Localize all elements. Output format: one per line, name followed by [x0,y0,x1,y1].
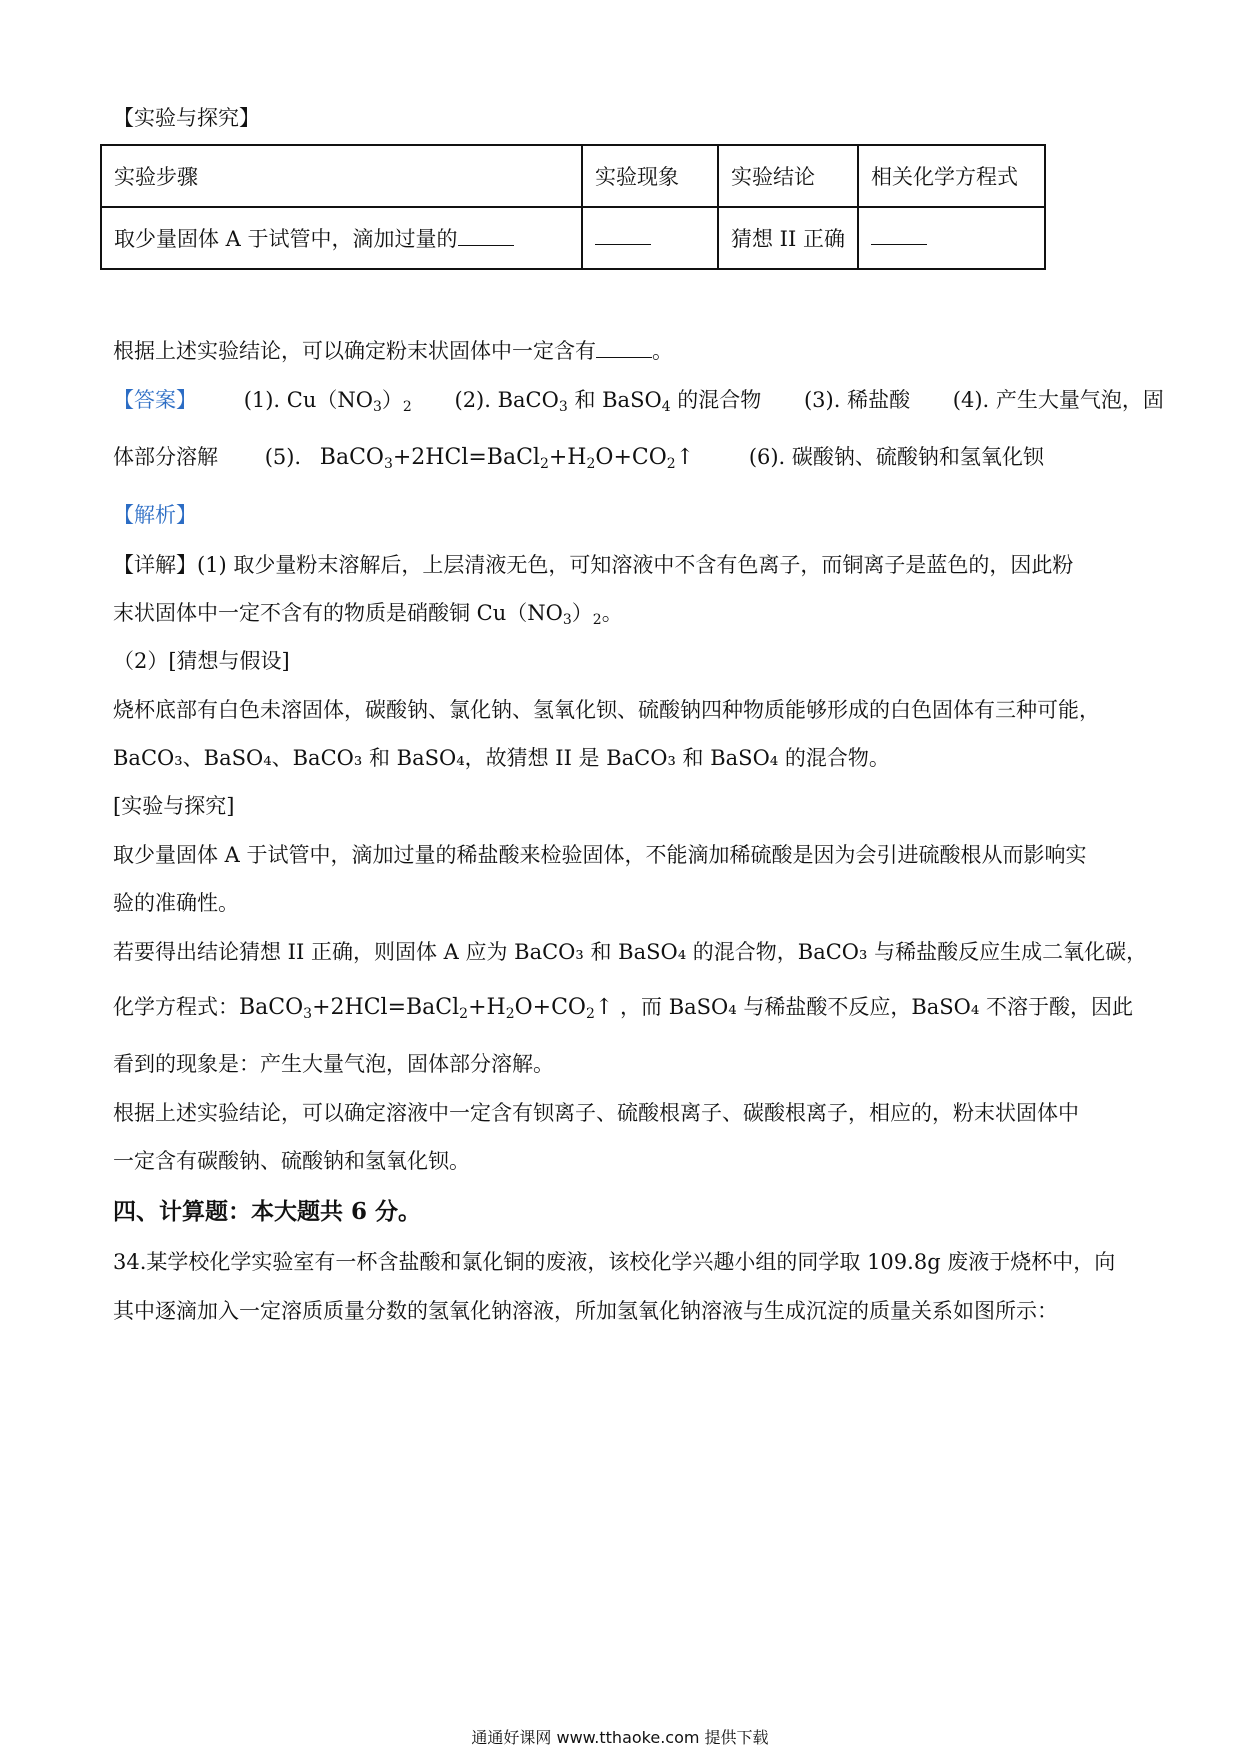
question-34-line-2: 其中逐滴加入一定溶质质量分数的氢氧化钠溶液，所加氢氧化钠溶液与生成沉淀的质量关系如图所示： [113,1299,1058,1323]
detail-p11: 根据上述实验结论，可以确定溶液中一定含有钡离子、硫酸根离子、碳酸根离子，相应的，粉末状固体中 [113,1101,1079,1125]
detail-p2: （2）[猜想与假设] [113,649,290,673]
header-phenomenon: 实验现象 [582,145,718,207]
detail-p9: 化学方程式：$BaCO_3+2HCl=BaCl_2+H_2O+CO_2↑$ ，而 BaSO₄ 与稀盐酸不反应，BaSO₄ 不溶于酸，因此 [113,995,1133,1022]
cell-equation [858,207,1045,269]
cell-step: 取少量固体 A 于试管中，滴加过量的 [101,207,582,269]
answer-blank [458,227,514,246]
analysis-label: 【解析】 [113,503,197,527]
heading-experiment: 【实验与探究】 [113,106,260,130]
table-row [101,207,1045,269]
detail-p10: 看到的现象是：产生大量气泡，固体部分溶解。 [113,1052,554,1076]
answer-5-label: (5). [264,445,302,469]
answer-blank [596,339,652,358]
detail-p1: 【详解】(1) 取少量粉末溶解后，上层清液无色，可知溶液中不含有色离子，而铜离子是蓝色的，因此粉 [113,553,1074,577]
cell-conclusion: 猜想 II 正确 [718,207,858,269]
section-heading: 四、计算题：本大题共 6 分。 [113,1198,422,1225]
answer-4: (4). 产生大量气泡，固 [952,388,1164,412]
answer-blank [871,226,927,245]
answer-label: 【答案】 [113,388,197,412]
answer-2: (2). BaCO$_3$ 和 BaSO$_4$ 的混合物 [454,388,762,415]
question-34-line-1: 34.某学校化学实验室有一杯含盐酸和氯化铜的废液，该校化学兴趣小组的同学取 109.8g 废液于烧杯中，向 [113,1250,1116,1274]
header-conclusion: 实验结论 [718,145,858,207]
detail-p12: 一定含有碳酸钠、硫酸钠和氢氧化钡。 [113,1149,470,1173]
detail-p7: 验的准确性。 [113,891,239,915]
detail-p3: 烧杯底部有白色未溶固体，碳酸钠、氯化钠、氢氧化钡、硫酸钠四种物质能够形成的白色固体有三种可能， [113,698,1100,722]
answer-4-continued: 体部分溶解 [113,445,218,469]
answer-5-equation: $BaCO_3+2HCl=BaCl_2+H_2O+CO_2↑$ [319,445,695,472]
answer-blank [595,226,651,245]
table-header-row [101,145,1045,207]
answer-line-1 [113,385,1164,422]
experiment-table [100,144,1046,270]
answer-6: (6). 碳酸钠、硫酸钠和氢氧化钡 [748,445,1044,469]
answer-line-2 [113,442,1044,479]
answer-1: (1). $Cu(NO_3)_2$ [243,388,412,415]
detail-p1b: 末状固体中一定不含有的物质是硝酸铜 $Cu(NO_3)_2$。 [113,601,623,628]
detail-p6: 取少量固体 A 于试管中，滴加过量的稀盐酸来检验固体，不能滴加稀硫酸是因为会引进硫酸根从而影响实 [113,843,1087,867]
detail-p5: [实验与探究] [113,794,235,818]
equation: $BaCO_3+2HCl=BaCl_2+H_2O+CO_2↑$ [239,995,614,1022]
cell-phenomenon [582,207,718,269]
header-step: 实验步骤 [101,145,582,207]
answer-3: (3). 稀盐酸 [803,388,911,412]
detail-p8: 若要得出结论猜想 II 正确，则固体 A 应为 BaCO₃ 和 BaSO₄ 的混合物，BaCO₃ 与稀盐酸反应生成二氧化碳， [113,940,1148,964]
detail-p4: BaCO₃、BaSO₄、BaCO₃ 和 BaSO₄，故猜想 II 是 BaCO₃ 和 BaSO₄ 的混合物。 [113,746,890,770]
question-conclusion: 根据上述实验结论，可以确定粉末状固体中一定含有 。 [113,339,673,363]
header-equation: 相关化学方程式 [858,145,1045,207]
footer-source: 通通好课网 www.tthaoke.com 提供下载 [471,1728,769,1747]
